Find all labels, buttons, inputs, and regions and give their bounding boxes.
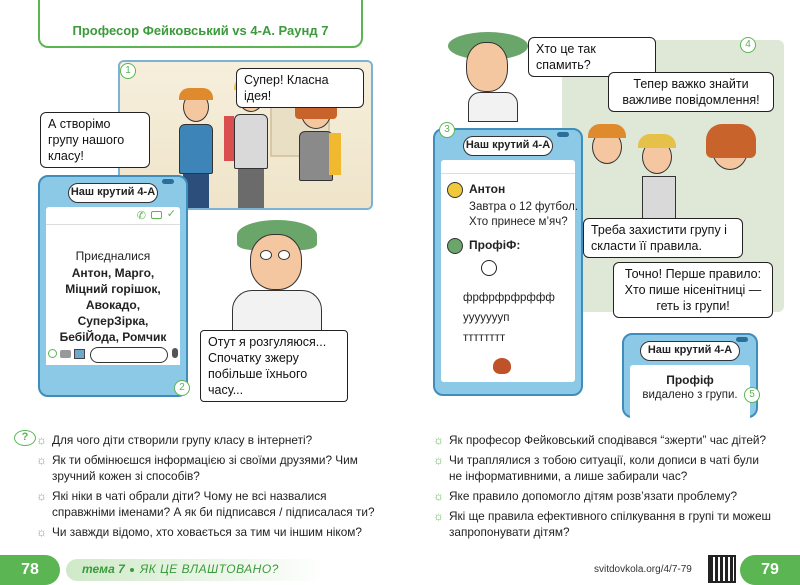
chat-screen: [630, 365, 750, 420]
question-item: ☼ Як ти обмінюєшся інформацією зі своїми друзями? Чим зручний кожен зі способів?: [36, 453, 358, 483]
qr-code[interactable]: [708, 555, 736, 583]
questions-right: [433, 432, 773, 544]
questions-left: [36, 432, 376, 544]
kids-group-figures: [582, 130, 782, 230]
panel-number-3: 3: [439, 122, 455, 138]
panel-number-4: 4: [740, 37, 756, 53]
image-icon[interactable]: [74, 349, 85, 359]
sun-icon: ☼: [433, 453, 444, 467]
check-icon[interactable]: ✓: [166, 208, 176, 220]
microphone-icon[interactable]: [172, 348, 178, 358]
question-item: ☼ Які ніки в чаті обрали діти? Чому не всі назвалися справжніми іменами? А як би підписався / підписалася ти?: [36, 489, 375, 519]
question-item: ☼ Як професор Фейковський сподівався “зжерти” час дітей?: [433, 433, 767, 447]
question-item: ☼ Для чого діти створили групу класу в інтернеті?: [36, 433, 313, 447]
camera-dot-icon: [557, 132, 569, 137]
removed-user-name: Профіф: [666, 373, 714, 387]
joined-label: Приєдналися: [75, 249, 151, 263]
sun-icon: ☼: [433, 509, 444, 523]
phone-chat-joined: [38, 175, 188, 397]
message-sender: Антон: [469, 182, 506, 196]
spam-message: уууууууп: [463, 312, 510, 324]
soccer-ball-icon: [481, 260, 497, 276]
joined-members: Антон, Марго, Міцний горішок, Авокадо, СуперЗірка, БебіЙода, Ромчик: [59, 266, 167, 344]
phone-chat-spam: [433, 124, 583, 396]
chat-header: Наш крутий 4-А: [463, 136, 553, 156]
message-sender: ПрофіФ:: [469, 238, 521, 252]
question-item: ☼ Чи траплялися з тобою ситуації, коли дописи в чаті були не інформативними, а лише забирали час?: [433, 453, 759, 483]
question-bubble-icon: ?: [14, 430, 36, 446]
comic-title: Професор Фейковський vs 4-А. Раунд 7: [72, 23, 329, 38]
comic-title-box: [38, 0, 363, 48]
camera-dot-icon: [162, 179, 174, 184]
panel-number-5: 5: [744, 387, 760, 403]
question-item: ☼ Яке правило допомогло дітям розв’язати проблему?: [433, 489, 738, 503]
avatar: [447, 182, 463, 198]
topic-label: тема 7: [82, 562, 125, 576]
chat-header: Наш крутий 4-А: [640, 341, 740, 361]
topic-title: ЯК ЦЕ ВЛАШТОВАНО?: [140, 562, 279, 576]
topic-dot: [130, 568, 134, 572]
speech-bubble-super-idea: Супер! Класна ідея!: [236, 68, 364, 108]
topic-banner: [66, 559, 326, 581]
question-item: ☼ Чи завжди відомо, хто ховається за тим чи іншим ніком?: [36, 525, 362, 539]
chat-input-bar: [46, 345, 180, 365]
speech-bubble-who-spams: Хто це так спамить?: [528, 37, 656, 77]
video-call-icon[interactable]: [151, 211, 162, 219]
speech-bubble-first-rule: Точно! Перше правило: Хто пише нісенітниці — геть із групи!: [613, 262, 773, 318]
sun-icon: ☼: [36, 453, 47, 467]
message-text: Завтра о 12 футбол. Хто принесе м’яч?: [469, 201, 579, 228]
camera-icon[interactable]: [60, 350, 71, 358]
avatar: [447, 238, 463, 254]
removed-notice: видалено з групи.: [642, 389, 738, 401]
chat-header: Наш крутий 4-А: [68, 183, 158, 203]
sun-icon: ☼: [36, 489, 47, 503]
phone-call-icon[interactable]: ✆: [136, 210, 146, 222]
phone-chat-removed: [622, 333, 758, 418]
sun-icon: ☼: [36, 525, 47, 539]
panel-number-2: 2: [174, 380, 190, 396]
speech-bubble-professor-plan: Отут я розгуляюся... Спочатку зжеру побільше їхнього часу...: [200, 330, 348, 402]
emoji-icon[interactable]: [48, 349, 57, 358]
left-page-number: 78: [0, 555, 60, 585]
page-footer: [0, 555, 800, 585]
right-page-number: 79: [740, 555, 800, 585]
sun-icon: ☼: [36, 433, 47, 447]
poop-icon: [493, 358, 511, 374]
spam-message: фрфрфрфрффф: [463, 292, 555, 304]
professor-head-figure: [448, 28, 528, 123]
panel-number-1: 1: [120, 63, 136, 79]
speech-bubble-create-group: А створімо групу нашого класу!: [40, 112, 150, 168]
chat-toolbar: [46, 207, 180, 225]
footer-url[interactable]: svitdovkola.org/4/7-79: [594, 564, 692, 575]
camera-dot-icon: [736, 337, 748, 342]
sun-icon: ☼: [433, 489, 444, 503]
speech-bubble-protect-group: Треба захистити групу і скласти її правила.: [583, 218, 743, 258]
chat-toolbar: [441, 160, 575, 174]
chat-screen: [441, 160, 579, 382]
message-input[interactable]: [90, 347, 168, 363]
speech-bubble-hard-to-find: Тепер важко знайти важливе повідомлення!: [608, 72, 774, 112]
spam-message: тттттттт: [463, 332, 506, 344]
question-item: ☼ Які ще правила ефективного спілкування в групі ти можеш запропонувати дітям?: [433, 509, 771, 539]
chat-screen: [46, 207, 180, 365]
sun-icon: ☼: [433, 433, 444, 447]
kid-figure-3: [295, 97, 335, 210]
